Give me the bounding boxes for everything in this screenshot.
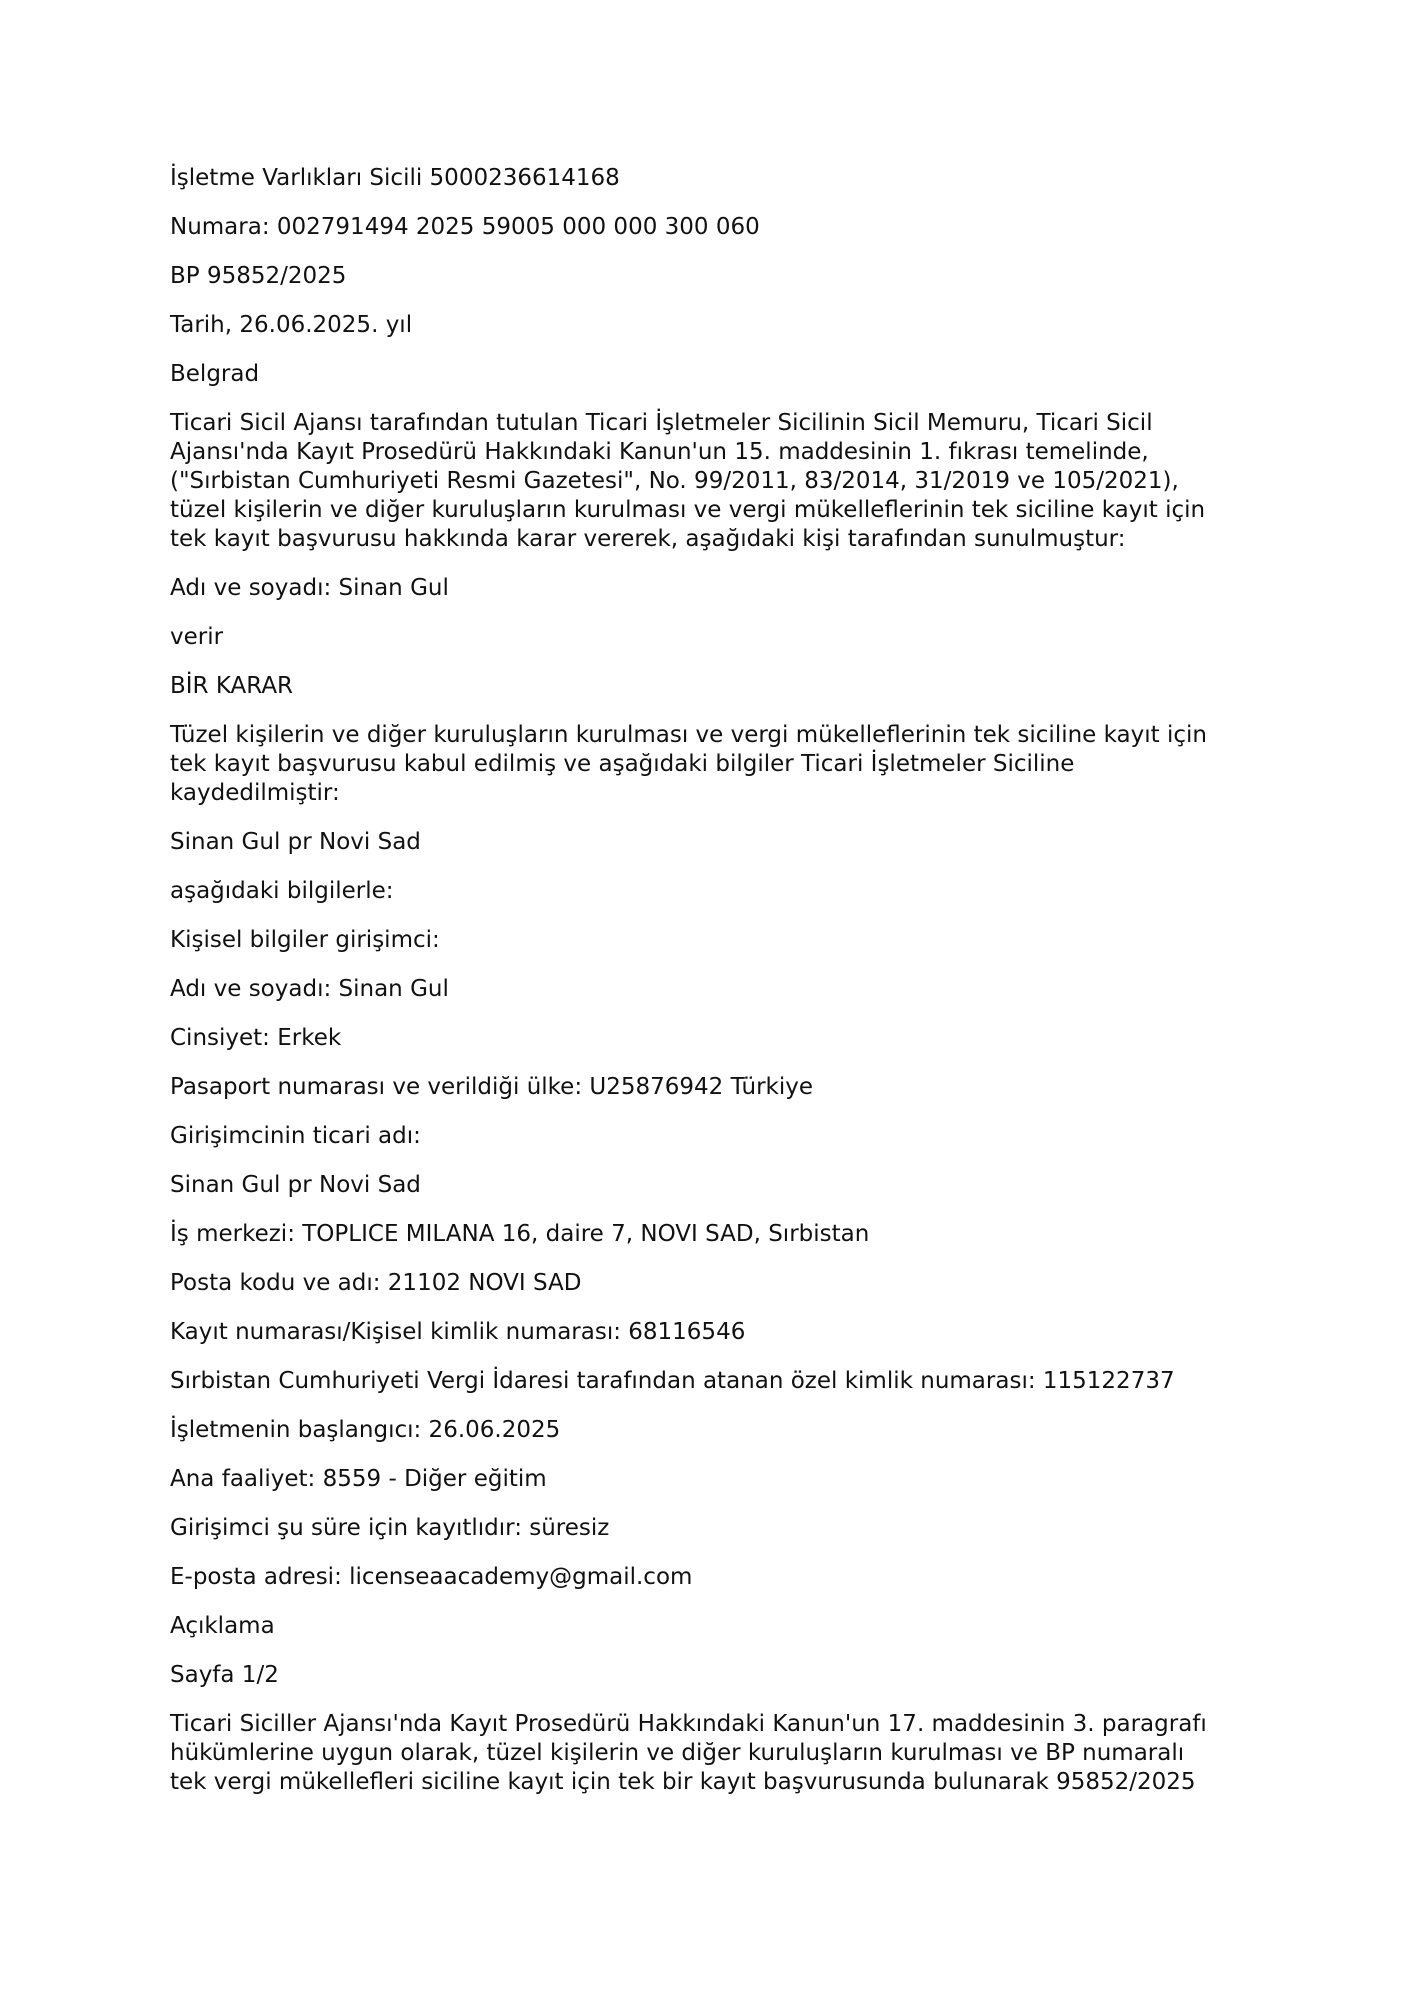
field-passport: Pasaport numarası ve verildiği ülke: U25876942 Türkiye [170,1074,814,1100]
document-body [170,164,1260,1817]
intro-line: Ticari Sicil Ajansı tarafından tutulan Ticari İşletmeler Sicilinin Sicil Memuru, Ticari Sicil [170,410,1153,436]
field-trade-name: Sinan Gul pr Novi Sad [170,1172,421,1198]
bp-line: BP 95852/2025 [170,263,347,289]
field-registration-id: Kayıt numarası/Kişisel kimlik numarası: 68116546 [170,1319,746,1345]
decision-title: BİR KARAR [170,673,294,699]
decision-line: Tüzel kişilerin ve diğer kuruluşların kurulması ve vergi mükelleflerinin tek siciline kayıt için [170,722,1207,748]
decision-line: tek kayıt başvurusu kabul edilmiş ve aşağıdaki bilgiler Ticari İşletmeler Siciline [170,751,1075,777]
field-tax-id: Sırbistan Cumhuriyeti Vergi İdaresi tarafından atanan özel kimlik numarası: 115122737 [170,1368,1175,1394]
decision-paragraph [170,721,1260,808]
field-postal: Posta kodu ve adı: 21102 NOVI SAD [170,1270,582,1296]
personal-header-line: Kişisel bilgiler girişimci: [170,927,440,953]
page-number: Sayfa 1/2 [170,1662,279,1688]
closing-line: Ticari Siciller Ajansı'nda Kayıt Prosedürü Hakkındaki Kanun'un 17. maddesinin 3. paragrafı [170,1711,1207,1737]
intro-line: tüzel kişilerin ve diğer kuruluşların kurulması ve vergi mükelleflerinin tek siciline kayıt için [170,497,1206,523]
field-email: E-posta adresi: licenseaacademy@gmail.com [170,1564,693,1590]
number-line: Numara: 002791494 2025 59005 000 000 300 060 [170,214,760,240]
following-info-line: aşağıdaki bilgilerle: [170,878,394,904]
field-start-date: İşletmenin başlangıcı: 26.06.2025 [170,1417,561,1443]
field-gender: Cinsiyet: Erkek [170,1025,342,1051]
intro-paragraph [170,409,1260,554]
date-line: Tarih, 26.06.2025. yıl [170,312,413,338]
business-name-line: Sinan Gul pr Novi Sad [170,829,421,855]
registry-line: İşletme Varlıkları Sicili 5000236614168 [170,165,620,191]
intro-line: Ajansı'nda Kayıt Prosedürü Hakkındaki Kanun'un 15. maddesinin 1. fıkrası temelinde, [170,439,1149,465]
verb-line: verir [170,624,224,650]
closing-line: tek vergi mükellefleri siciline kayıt için tek bir kayıt başvurusunda bulunarak 95852/2025 [170,1769,1196,1795]
closing-line: hükümlerine uygun olarak, tüzel kişilerin ve diğer kuruluşların kurulması ve BP numaralı [170,1740,1185,1766]
explanation-heading: Açıklama [170,1613,275,1639]
city-line: Belgrad [170,361,260,387]
field-name: Adı ve soyadı: Sinan Gul [170,976,449,1002]
decision-line: kaydedilmiştir: [170,780,340,806]
field-address: İş merkezi: TOPLICE MILANA 16, daire 7, NOVI SAD, Sırbistan [170,1221,870,1247]
field-activity: Ana faaliyet: 8559 - Diğer eğitim [170,1466,547,1492]
intro-line: ("Sırbistan Cumhuriyeti Resmi Gazetesi", No. 99/2011, 83/2014, 31/2019 ve 105/2021), [170,468,1179,494]
field-trade-name-label: Girişimcinin ticari adı: [170,1123,421,1149]
applicant-line: Adı ve soyadı: Sinan Gul [170,575,449,601]
field-duration: Girişimci şu süre için kayıtlıdır: süresiz [170,1515,610,1541]
intro-line: tek kayıt başvurusu hakkında karar vererek, aşağıdaki kişi tarafından sunulmuştur: [170,526,1126,552]
closing-paragraph [170,1710,1260,1797]
